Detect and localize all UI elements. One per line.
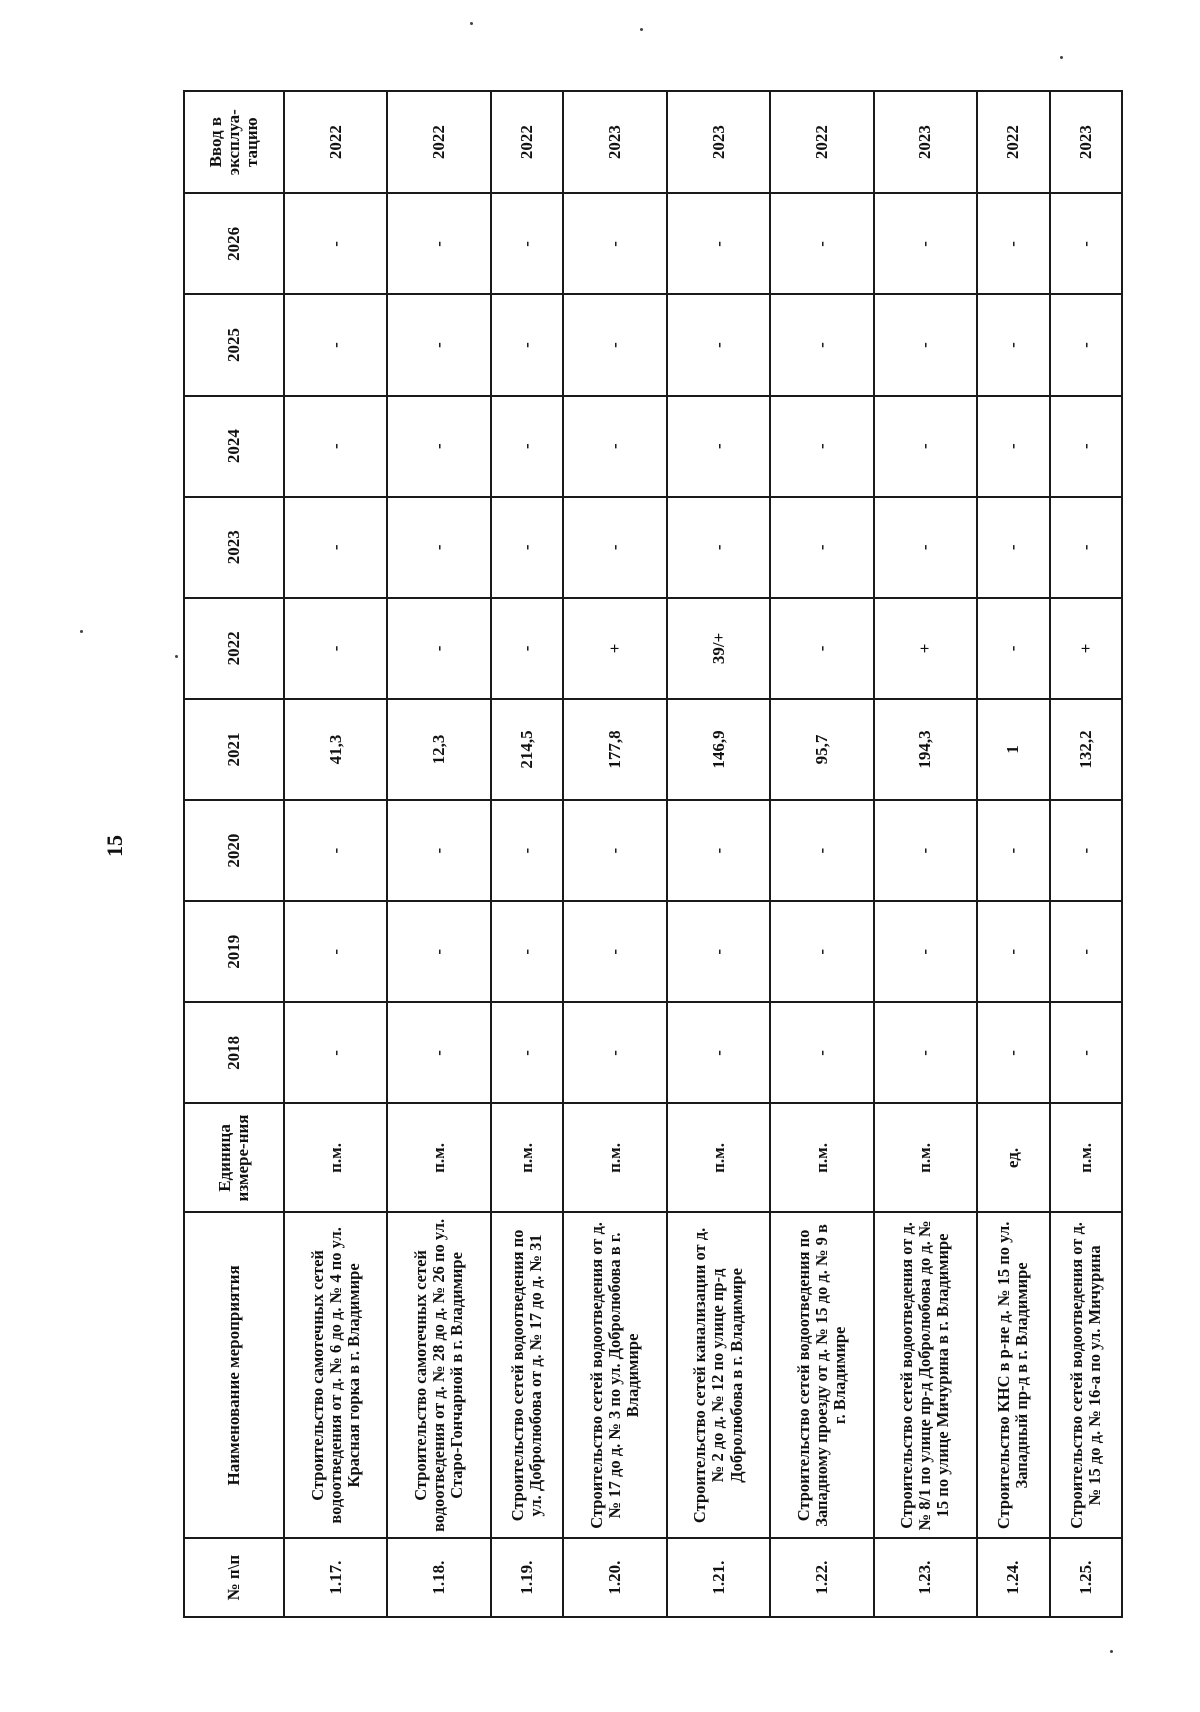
cell-name: Строительство сетей водоотведения от д. № 15 до д. № 16-а по ул. Мичурина	[1050, 1212, 1123, 1538]
cell-year-2026: -	[667, 193, 770, 294]
cell-year-2023: -	[284, 497, 387, 598]
header-year-2022: 2022	[184, 598, 284, 699]
scan-speck	[1110, 1650, 1113, 1653]
cell-name: Строительство сетей канализации от д. № 2 до д. № 12 по улице пр-д Добролюбова в г. Владимире	[667, 1212, 770, 1538]
cell-year-2020: -	[770, 800, 873, 901]
cell-year-2022: 39/+	[667, 598, 770, 699]
cell-no: 1.22.	[770, 1538, 873, 1617]
cell-year-2026: -	[284, 193, 387, 294]
cell-year-2021: 177,8	[563, 699, 666, 800]
cell-year-2024: -	[874, 396, 977, 497]
cell-year-2023: -	[563, 497, 666, 598]
table-row	[770, 91, 873, 1617]
cell-no: 1.23.	[874, 1538, 977, 1617]
cell-year-2025: -	[770, 294, 873, 395]
cell-year-2024: -	[977, 396, 1049, 497]
cell-year-2022: -	[491, 598, 563, 699]
cell-year-2026: -	[770, 193, 873, 294]
cell-year-2022: +	[1050, 598, 1123, 699]
header-no: № п\п	[184, 1538, 284, 1617]
header-commission: Ввод в эксплуа-тацию	[184, 91, 284, 193]
table-row	[874, 91, 977, 1617]
table-header-row	[184, 91, 284, 1617]
cell-commission: 2022	[770, 91, 873, 193]
header-name: Наименование мероприятия	[184, 1212, 284, 1538]
cell-year-2019: -	[667, 901, 770, 1002]
cell-unit: ед.	[977, 1103, 1049, 1212]
page-number: 15	[102, 835, 127, 857]
cell-year-2021: 132,2	[1050, 699, 1123, 800]
cell-year-2018: -	[667, 1002, 770, 1103]
cell-year-2022: -	[284, 598, 387, 699]
scan-speck	[470, 22, 473, 25]
cell-year-2023: -	[977, 497, 1049, 598]
cell-year-2021: 214,5	[491, 699, 563, 800]
cell-year-2023: -	[491, 497, 563, 598]
header-year-2018: 2018	[184, 1002, 284, 1103]
header-year-2020: 2020	[184, 800, 284, 901]
cell-year-2019: -	[284, 901, 387, 1002]
cell-year-2024: -	[387, 396, 490, 497]
cell-year-2025: -	[284, 294, 387, 395]
cell-year-2022: +	[563, 598, 666, 699]
cell-year-2025: -	[563, 294, 666, 395]
table-row	[387, 91, 490, 1617]
cell-year-2019: -	[1050, 901, 1123, 1002]
cell-year-2026: -	[977, 193, 1049, 294]
cell-year-2023: -	[1050, 497, 1123, 598]
cell-year-2024: -	[563, 396, 666, 497]
rotated-table-frame	[183, 90, 1123, 1618]
cell-year-2024: -	[491, 396, 563, 497]
cell-year-2021: 12,3	[387, 699, 490, 800]
header-year-2019: 2019	[184, 901, 284, 1002]
cell-year-2024: -	[667, 396, 770, 497]
cell-year-2022: -	[770, 598, 873, 699]
cell-no: 1.19.	[491, 1538, 563, 1617]
cell-year-2020: -	[1050, 800, 1123, 901]
header-unit: Единица измере-ния	[184, 1103, 284, 1212]
cell-commission: 2022	[387, 91, 490, 193]
cell-commission: 2022	[284, 91, 387, 193]
cell-unit: п.м.	[284, 1103, 387, 1212]
cell-year-2021: 1	[977, 699, 1049, 800]
cell-unit: п.м.	[770, 1103, 873, 1212]
measures-table	[183, 90, 1123, 1618]
cell-year-2018: -	[874, 1002, 977, 1103]
cell-no: 1.18.	[387, 1538, 490, 1617]
cell-year-2018: -	[387, 1002, 490, 1103]
cell-year-2018: -	[977, 1002, 1049, 1103]
cell-no: 1.24.	[977, 1538, 1049, 1617]
cell-year-2018: -	[491, 1002, 563, 1103]
scan-speck	[640, 28, 643, 31]
cell-year-2019: -	[770, 901, 873, 1002]
cell-unit: п.м.	[1050, 1103, 1123, 1212]
cell-no: 1.21.	[667, 1538, 770, 1617]
cell-year-2025: -	[977, 294, 1049, 395]
table-row	[491, 91, 563, 1617]
cell-year-2023: -	[874, 497, 977, 598]
cell-year-2021: 41,3	[284, 699, 387, 800]
scan-speck	[1060, 56, 1063, 59]
cell-unit: п.м.	[563, 1103, 666, 1212]
cell-year-2025: -	[387, 294, 490, 395]
cell-name: Строительство сетей водоотведения по Западному проезду от д. № 15 до д. № 9 в г. Владимире	[770, 1212, 873, 1538]
cell-year-2025: -	[874, 294, 977, 395]
cell-year-2019: -	[387, 901, 490, 1002]
cell-year-2021: 194,3	[874, 699, 977, 800]
cell-commission: 2022	[491, 91, 563, 193]
cell-year-2020: -	[563, 800, 666, 901]
cell-year-2024: -	[284, 396, 387, 497]
header-year-2023: 2023	[184, 497, 284, 598]
cell-no: 1.25.	[1050, 1538, 1123, 1617]
cell-year-2020: -	[284, 800, 387, 901]
cell-year-2018: -	[284, 1002, 387, 1103]
cell-year-2025: -	[1050, 294, 1123, 395]
cell-commission: 2023	[874, 91, 977, 193]
cell-year-2020: -	[667, 800, 770, 901]
table-row	[667, 91, 770, 1617]
cell-no: 1.17.	[284, 1538, 387, 1617]
cell-year-2018: -	[563, 1002, 666, 1103]
cell-name: Строительство сетей водоотведения от д. № 8/1 по улице пр-д Добролюбова до д. № 15 по улице Мичурина в г. Владимире	[874, 1212, 977, 1538]
cell-year-2024: -	[770, 396, 873, 497]
cell-year-2024: -	[1050, 396, 1123, 497]
table-row	[563, 91, 666, 1617]
cell-name: Строительство КНС в р-не д. № 15 по ул. Западный пр-д в г. Владимире	[977, 1212, 1049, 1538]
cell-year-2020: -	[874, 800, 977, 901]
cell-commission: 2022	[977, 91, 1049, 193]
cell-commission: 2023	[563, 91, 666, 193]
cell-year-2020: -	[491, 800, 563, 901]
cell-year-2022: -	[977, 598, 1049, 699]
cell-year-2019: -	[977, 901, 1049, 1002]
cell-year-2020: -	[977, 800, 1049, 901]
cell-year-2018: -	[770, 1002, 873, 1103]
header-year-2024: 2024	[184, 396, 284, 497]
cell-name: Строительство самотечных сетей водоотведения от д. № 6 до д. № 4 по ул. Красная горка в г. Владимире	[284, 1212, 387, 1538]
table-container	[183, 90, 1123, 1618]
cell-unit: п.м.	[667, 1103, 770, 1212]
cell-unit: п.м.	[491, 1103, 563, 1212]
cell-year-2026: -	[563, 193, 666, 294]
cell-commission: 2023	[1050, 91, 1123, 193]
cell-year-2018: -	[1050, 1002, 1123, 1103]
cell-year-2021: 146,9	[667, 699, 770, 800]
cell-year-2026: -	[387, 193, 490, 294]
cell-year-2022: -	[387, 598, 490, 699]
cell-year-2021: 95,7	[770, 699, 873, 800]
cell-year-2026: -	[874, 193, 977, 294]
cell-year-2022: +	[874, 598, 977, 699]
cell-year-2026: -	[491, 193, 563, 294]
cell-year-2026: -	[1050, 193, 1123, 294]
table-body	[284, 91, 1122, 1617]
cell-unit: п.м.	[874, 1103, 977, 1212]
cell-no: 1.20.	[563, 1538, 666, 1617]
cell-year-2019: -	[563, 901, 666, 1002]
cell-name: Строительство сетей водоотведения по ул. Добролюбова от д. № 17 до д. № 31	[491, 1212, 563, 1538]
cell-unit: п.м.	[387, 1103, 490, 1212]
table-row	[977, 91, 1049, 1617]
scan-speck	[80, 630, 83, 633]
header-year-2021: 2021	[184, 699, 284, 800]
scan-speck	[175, 655, 178, 658]
cell-year-2023: -	[770, 497, 873, 598]
cell-year-2019: -	[874, 901, 977, 1002]
cell-year-2023: -	[387, 497, 490, 598]
table-row	[1050, 91, 1123, 1617]
cell-year-2025: -	[491, 294, 563, 395]
cell-name: Строительство сетей водоотведения от д. № 17 до д. № 3 по ул. Добролюбова в г. Владимире	[563, 1212, 666, 1538]
cell-year-2019: -	[491, 901, 563, 1002]
header-year-2026: 2026	[184, 193, 284, 294]
cell-name: Строительство самотечных сетей водоотведения от д. № 28 до д. № 26 по ул. Старо-Гончарной в г. Владимире	[387, 1212, 490, 1538]
cell-year-2020: -	[387, 800, 490, 901]
table-row	[284, 91, 387, 1617]
header-year-2025: 2025	[184, 294, 284, 395]
cell-commission: 2023	[667, 91, 770, 193]
cell-year-2025: -	[667, 294, 770, 395]
cell-year-2023: -	[667, 497, 770, 598]
